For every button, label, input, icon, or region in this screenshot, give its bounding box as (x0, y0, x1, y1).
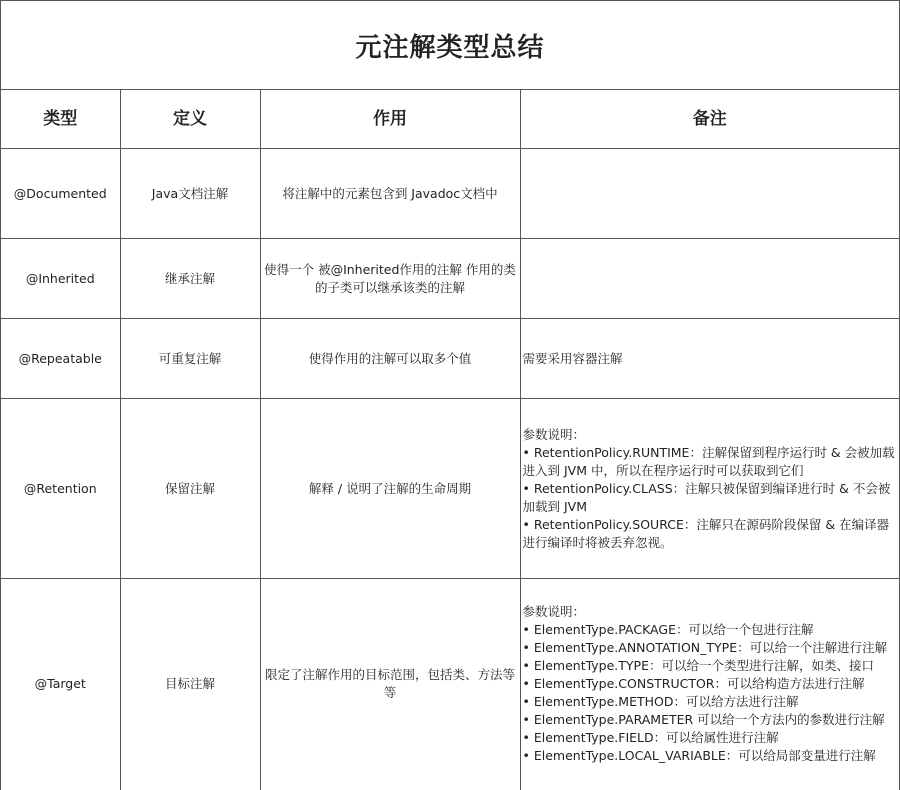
cell-definition: 保留注解 (120, 399, 260, 579)
cell-type: @Repeatable (1, 319, 120, 399)
table-row (1, 149, 899, 239)
table-title: 元注解类型总结 (1, 1, 899, 90)
cell-effect: 将注解中的元素包含到 Javadoc文档中 (260, 149, 520, 239)
cell-effect: 限定了注解作用的目标范围，包括类、方法等等 (260, 579, 520, 790)
note-line: • ElementType.FIELD：可以给属性进行注解 (522, 730, 779, 746)
header-notes: 备注 (520, 90, 899, 149)
cell-type: @Retention (1, 399, 120, 579)
note-line: • ElementType.PARAMETER 可以给一个方法内的参数进行注解 (522, 712, 885, 728)
summary-table (1, 90, 899, 790)
cell-definition: Java文档注解 (120, 149, 260, 239)
header-row (1, 90, 899, 149)
cell-effect: 使得作用的注解可以取多个值 (260, 319, 520, 399)
cell-effect: 解释 / 说明了注解的生命周期 (260, 399, 520, 579)
cell-notes (520, 239, 899, 319)
cell-notes (520, 149, 899, 239)
cell-notes (520, 399, 899, 579)
table-row (1, 399, 899, 579)
cell-type: @Inherited (1, 239, 120, 319)
note-line: 参数说明： (522, 604, 586, 620)
header-type: 类型 (1, 90, 120, 149)
header-definition: 定义 (120, 90, 260, 149)
table-row (1, 239, 899, 319)
note-line: • RetentionPolicy.CLASS：注解只被保留到编译进行时 & 不会被加载到 JVM (522, 480, 891, 514)
note-line: • RetentionPolicy.RUNTIME：注解保留到程序运行时 & 会被加载进入到 JVM 中，所以在程序运行时可以获取到它们 (522, 444, 895, 478)
note-line: 参数说明： (522, 426, 586, 442)
table-row (1, 579, 899, 790)
note-line: • ElementType.METHOD：可以给方法进行注解 (522, 694, 799, 710)
cell-definition: 继承注解 (120, 239, 260, 319)
note-line: • ElementType.TYPE：可以给一个类型进行注解，如类、接口 (522, 658, 874, 674)
cell-type: @Target (1, 579, 120, 790)
note-line: • ElementType.ANNOTATION_TYPE：可以给一个注解进行注解 (522, 640, 888, 656)
cell-effect: 使得一个 被@Inherited作用的注解 作用的类的子类可以继承该类的注解 (260, 239, 520, 319)
cell-notes (520, 319, 899, 399)
cell-notes (520, 579, 899, 790)
note-line: • ElementType.PACKAGE：可以给一个包进行注解 (522, 622, 814, 638)
header-effect: 作用 (260, 90, 520, 149)
note-line: • ElementType.LOCAL_VARIABLE：可以给局部变量进行注解 (522, 748, 876, 764)
note-line: • ElementType.CONSTRUCTOR：可以给构造方法进行注解 (522, 676, 865, 692)
cell-type: @Documented (1, 149, 120, 239)
note-line: • RetentionPolicy.SOURCE：注解只在源码阶段保留 & 在编译器进行编译时将被丢弃忽视。 (522, 516, 890, 550)
note-line: 需要采用容器注解 (522, 350, 623, 366)
cell-definition: 目标注解 (120, 579, 260, 790)
table-row (1, 319, 899, 399)
cell-definition: 可重复注解 (120, 319, 260, 399)
